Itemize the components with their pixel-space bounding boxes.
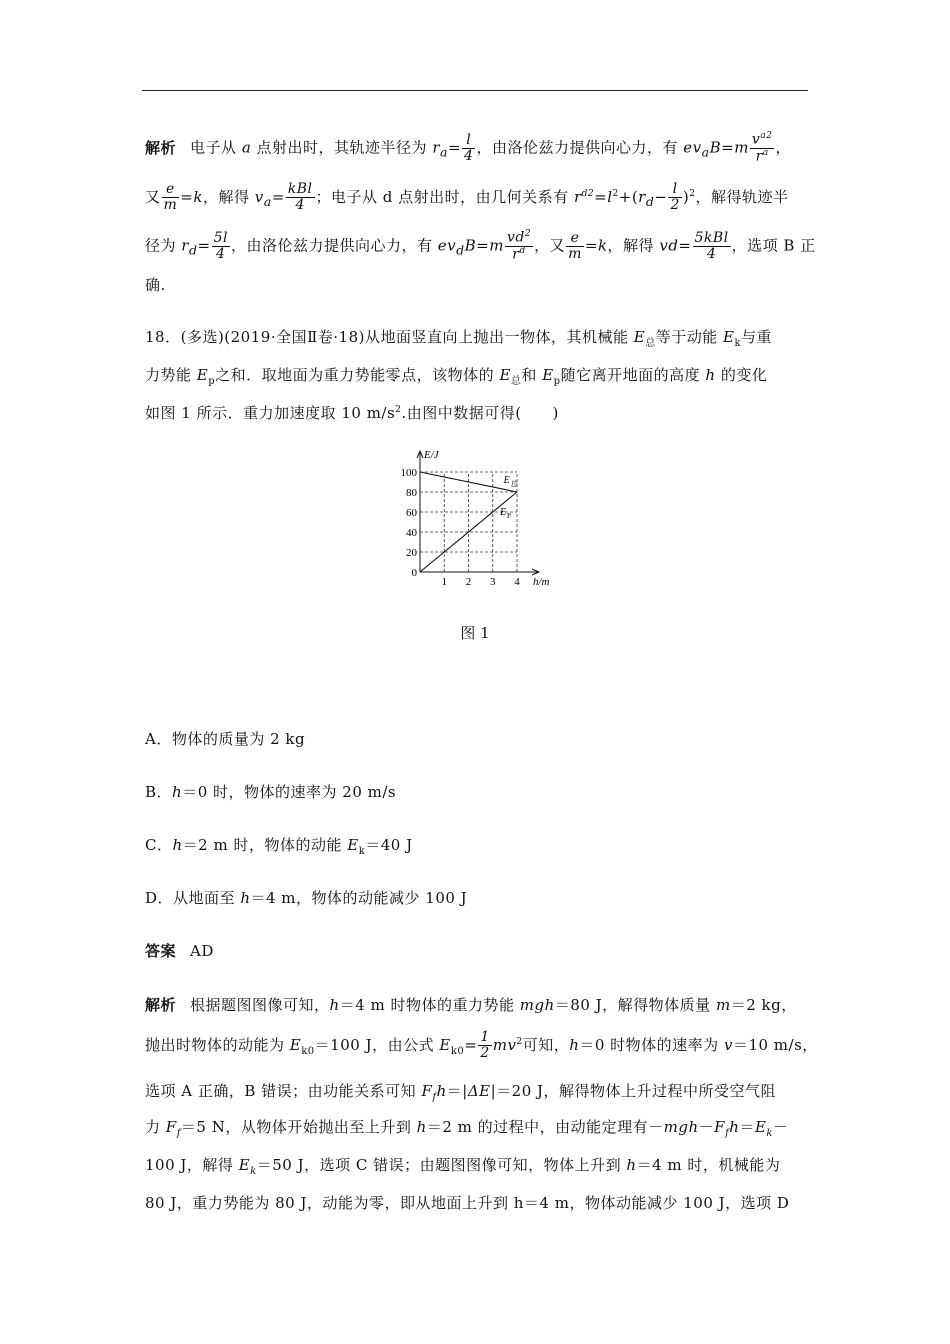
text: E <box>754 1118 767 1136</box>
text: 力 <box>145 1118 161 1136</box>
text: ＝0 时物体的速率为 <box>579 1035 719 1054</box>
question-line-1 <box>145 326 772 349</box>
text: |＝20 J，解得物体上升过程中所受空气阻 <box>490 1082 777 1100</box>
text: ) <box>682 187 690 206</box>
text: d <box>645 193 655 209</box>
text: E <box>238 1156 251 1174</box>
analysis-label: 解析 <box>145 138 177 157</box>
text: h <box>172 836 183 854</box>
text: 之和．取地面为重力势能零点，该物体的 <box>215 366 495 384</box>
text: ＝5 N，从物体开始抛出至上升到 <box>180 1118 412 1136</box>
text: C． <box>145 836 173 854</box>
text: v <box>723 1035 733 1054</box>
x-tick-label: 1 <box>441 576 447 588</box>
text: +( <box>618 187 639 206</box>
text: 根据题图图像可知， <box>190 996 330 1014</box>
y-tick-label: 40 <box>406 527 417 539</box>
text: a <box>263 193 272 209</box>
text: f <box>176 1128 181 1139</box>
text: p <box>553 376 561 387</box>
y-axis-label: E/J <box>424 449 439 461</box>
text: 电子从 <box>190 138 237 157</box>
text: mv <box>492 1035 517 1054</box>
text: h <box>705 366 716 384</box>
question-line-3 <box>145 402 559 423</box>
series-label-total: E <box>503 475 510 486</box>
x-tick-label: 4 <box>514 576 520 588</box>
x-axis-label: h/m <box>533 576 550 588</box>
text: v <box>254 187 264 206</box>
text: 选项 A 正确，B 错误；由功能关系可知 <box>145 1082 417 1100</box>
fraction: $\frac{\text{kBl}}{4}$ <box>287 181 313 214</box>
text: 总 <box>510 376 522 387</box>
text: B <box>464 236 477 255</box>
text: ＝ <box>739 1118 755 1136</box>
text: d <box>188 242 198 258</box>
text: f <box>432 1092 437 1103</box>
answer-label: 答案 <box>145 942 177 960</box>
text: 随它离开地面的高度 <box>560 366 701 384</box>
text: E <box>439 1035 451 1054</box>
analysis-2 <box>145 994 818 1224</box>
text: r <box>432 138 441 157</box>
question-18 <box>145 326 810 426</box>
text: ，解得 <box>607 236 655 255</box>
text: h <box>172 783 183 801</box>
y-tick-label: 20 <box>406 547 417 559</box>
text: ＝| <box>446 1082 468 1100</box>
text: h <box>436 1082 447 1100</box>
text: B． <box>145 783 173 801</box>
text: ΔE <box>467 1082 491 1100</box>
analysis-2-line-2 <box>145 1030 818 1062</box>
text: h <box>626 1156 637 1174</box>
text: 2 <box>612 188 619 199</box>
text: 等于动能 <box>655 328 718 346</box>
text: ＝80 J，解得物体质量 <box>554 996 711 1014</box>
text: = <box>594 187 608 206</box>
fraction: $\frac{\text{5kBl}}{4}$ <box>694 229 729 263</box>
text: = <box>271 187 285 206</box>
energy-height-chart <box>388 445 568 595</box>
analysis-1-line-1 <box>145 132 791 165</box>
text: ＝0 时，物体的速率为 20 m/s <box>182 783 397 801</box>
text: ＝4 m 时物体的重力势能 <box>339 996 515 1014</box>
text: h <box>329 996 340 1014</box>
text: h <box>729 1118 740 1136</box>
text: = <box>197 236 211 255</box>
text: h <box>240 889 251 907</box>
text: f <box>725 1128 730 1139</box>
option-c <box>145 834 413 857</box>
text: 18．(多选)(2019·全国Ⅱ卷·18)从地面竖直向上抛出一物体，其机械能 <box>145 328 629 346</box>
text: 径为 <box>145 236 177 255</box>
text: k0 <box>301 1045 315 1057</box>
series-label-potential-sub: P <box>507 512 511 520</box>
text: B <box>709 138 722 157</box>
option-a: A．物体的质量为 2 kg <box>145 730 306 748</box>
text: k <box>193 187 203 206</box>
text: ＝2 kg， <box>730 996 797 1014</box>
header-rule <box>142 90 808 91</box>
text: = <box>447 138 462 157</box>
y-tick-label: 80 <box>406 487 417 499</box>
text: m <box>489 236 504 255</box>
text: ＝2 m 时，物体的动能 <box>182 836 342 854</box>
fraction: $\frac{v^{a2}}{r^a}$ <box>751 131 773 165</box>
series-label-potential: E <box>500 507 507 518</box>
analysis-2-line-6: 80 J，重力势能为 80 J，动能为零，即从地面上升到 h＝4 m，物体动能减少 100 J，选项 D <box>145 1194 790 1212</box>
y-tick-label: 0 <box>411 567 417 579</box>
text: ＝50 J，选项 C 错误；由题图图像可知，物体上升到 <box>256 1156 622 1174</box>
text: ， <box>775 138 791 157</box>
text: .由图中数据可得( ) <box>401 404 559 422</box>
text: 又 <box>145 187 161 206</box>
text: E <box>347 836 359 854</box>
y-tick-label: 60 <box>406 507 417 519</box>
text: k <box>734 338 742 349</box>
text: E <box>633 328 646 346</box>
text: = <box>721 138 735 157</box>
text: = <box>180 187 194 206</box>
text: h <box>569 1035 580 1054</box>
text: k <box>766 1128 773 1139</box>
text: 点射出时，其轨迹半径为 <box>256 138 428 157</box>
text: a <box>440 144 448 160</box>
text: ＝4 m，物体的动能减少 100 J <box>250 889 468 907</box>
question-line-2 <box>145 364 767 387</box>
text: a <box>701 144 710 160</box>
text: 如图 1 所示．重力加速度取 10 m/s <box>145 404 396 422</box>
fraction: $\frac{l}{4}$ <box>464 131 474 165</box>
text: mgh <box>519 996 555 1014</box>
y-tick-label: 100 <box>400 467 417 479</box>
fraction: $\frac{1}{2}$ <box>480 1029 490 1062</box>
text: ev <box>437 236 457 255</box>
answer-value: AD <box>190 942 214 960</box>
text: p <box>208 376 216 387</box>
text: － <box>698 1118 715 1136</box>
text: ，由洛伦兹力提供向心力，有 <box>230 236 433 255</box>
analysis-1-line-3 <box>145 230 816 263</box>
series-label-total-sub: 总 <box>510 480 518 488</box>
text: 总 <box>645 338 656 349</box>
fraction: $\frac{5l}{4}$ <box>213 229 228 263</box>
text: 可知， <box>522 1035 570 1054</box>
text: = <box>584 236 598 255</box>
text: k <box>358 846 366 857</box>
text: 2 <box>516 1036 523 1047</box>
text: F <box>714 1118 726 1136</box>
text: 和 <box>521 366 537 384</box>
text: m <box>734 138 749 157</box>
analysis-2-line-3 <box>145 1080 776 1103</box>
text: E <box>723 328 735 346</box>
text: ，由洛伦兹力提供向心力，有 <box>476 138 678 157</box>
figure-caption: 图 1 <box>460 624 490 642</box>
text: = <box>464 1035 478 1054</box>
text: = <box>678 236 692 255</box>
text: ＝40 J <box>365 836 413 854</box>
text: ；电子从 d 点射出时，由几何关系有 <box>315 187 569 206</box>
text: ，又 <box>534 236 566 255</box>
fraction: $\frac{l}{2}$ <box>670 181 680 214</box>
analysis-2-line-5 <box>145 1154 780 1177</box>
text: − <box>654 187 668 206</box>
text: k <box>250 1166 257 1177</box>
text: k0 <box>450 1045 465 1057</box>
text: 的变化 <box>720 366 768 384</box>
text: 与重 <box>741 328 773 346</box>
text: d2 <box>581 188 595 199</box>
fraction: $\frac{e}{m}$ <box>568 229 582 263</box>
text: F <box>421 1082 433 1100</box>
text: 2 <box>395 405 402 415</box>
analysis-1 <box>145 118 816 298</box>
text: = <box>476 236 490 255</box>
fraction: $\frac{e}{m}$ <box>163 181 178 214</box>
option-b <box>145 781 396 802</box>
text: mgh <box>663 1118 699 1136</box>
text: ，选项 B 正 <box>731 236 816 255</box>
text: 2 <box>689 188 696 199</box>
text: vd <box>659 236 679 255</box>
text: E <box>196 366 209 384</box>
option-d <box>145 887 467 908</box>
text: 力势能 <box>145 366 192 384</box>
text: h <box>416 1118 427 1136</box>
answer <box>145 940 214 961</box>
analysis-1-line-2 <box>145 182 788 214</box>
text: 抛出时物体的动能为 <box>145 1035 285 1054</box>
text: m <box>715 996 731 1014</box>
analysis-1-line-4: 确. <box>145 276 166 294</box>
fraction: $\frac{vd^2}{r^d}$ <box>506 229 532 263</box>
text: E <box>542 366 554 384</box>
text: F <box>165 1118 177 1136</box>
text: ＝10 m/s， <box>732 1035 818 1054</box>
x-tick-label: 2 <box>465 576 472 588</box>
text: 100 J，解得 <box>145 1156 234 1174</box>
text: ＝4 m 时，机械能为 <box>636 1156 781 1174</box>
text: ＝2 m 的过程中，由动能定理有－ <box>426 1118 664 1136</box>
text: a <box>241 138 252 157</box>
text: － <box>772 1118 789 1136</box>
analysis-2-line-1 <box>145 994 797 1015</box>
text: ，解得轨迹半 <box>695 187 789 206</box>
text: ev <box>683 138 702 157</box>
text: r <box>181 236 189 255</box>
text: ，解得 <box>202 187 250 206</box>
text: E <box>499 366 511 384</box>
text: k <box>597 236 608 255</box>
x-tick-label: 3 <box>490 576 496 588</box>
analysis-2-line-4 <box>145 1116 789 1139</box>
text: D．从地面至 <box>145 889 236 907</box>
text: d <box>456 242 465 258</box>
text: r <box>573 187 582 206</box>
text: r <box>638 187 646 206</box>
text: E <box>289 1035 302 1054</box>
text: ＝100 J，由公式 <box>314 1035 435 1054</box>
analysis-label: 解析 <box>145 996 177 1014</box>
text: l <box>607 187 613 206</box>
